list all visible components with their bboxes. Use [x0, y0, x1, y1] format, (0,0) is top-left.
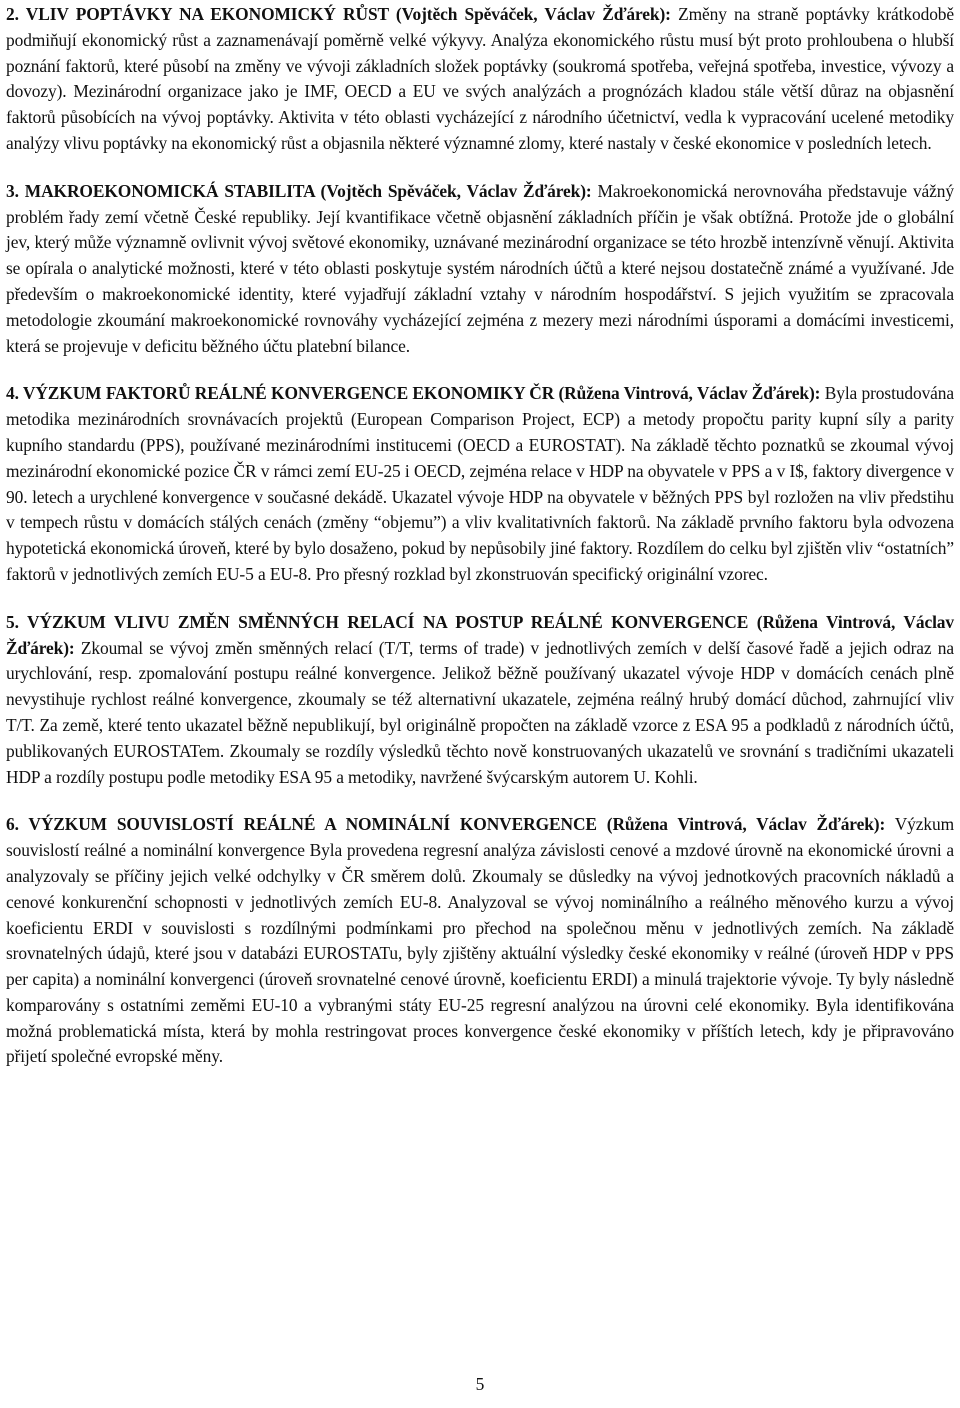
section-3: [6, 179, 954, 360]
section-body: Makroekonomická nerovnováha představuje vážný problém řady zemí včetně České republiky. Její kvantifikace včetně objasnění základních příčin je však obtížná. Protože jde o globální jev, který může významně ovlivnit vývoj světové ekonomiky, uznávané mezinárodní organizace se této hrozbě intenzívně věnují. Aktivita se opírala o analytické možnosti, které v této oblasti poskytuje systém národních účtů a které nejsou dostatečně známé a využívané. Jde především o makroekonomické identity, které vyjadřují základní vztahy v národním hospodářství. S jejich využitím se zpracovala metodologie zkoumání makroekonomické rovnováhy vycházející zejména z mezery mezi národními úsporami a domácími investicemi, která se projevuje v deficitu běžného účtu platební bilance.: [6, 180, 954, 356]
section-2: [6, 2, 954, 157]
section-6: [6, 812, 954, 1070]
section-body: Byla prostudována metodika mezinárodních srovnávacích projektů (European Comparison Project, ECP) a metody propočtu parity kupní síly a parity kupního standardu (PPS), používané mezinárodními institucemi (OECD a EUROSTAT). Na základě těchto poznatků se zkoumal vývoj mezinárodní ekonomické pozice ČR v rámci zemí EU-25 i OECD, zejména relace v HDP na obyvatele v PPS a v I$, faktory divergence v 90. letech a urychlené konvergence v současné dekádě. Ukazatel vývoje HDP na obyvatele v běžných PPS byl rozložen na vliv předstihu v tempech růstu v domácích stálých cenách (změny “objemu”) a vliv kvalitativních faktorů. Na základě prvního faktoru byla odvozena hypotetická ekonomická úroveň, které by bylo dosaženo, pokud by nepůsobily jiné faktory. Rozdílem do celku byl zjištěn vliv “ostatních” faktorů v jednotlivých zemích EU-5 a EU-8. Pro přesný rozklad byl zkonstruován specifický originální vzorec.: [6, 383, 955, 584]
section-heading: 5. VÝZKUM VLIVU ZMĚN SMĚNNÝCH RELACÍ NA POSTUP REÁLNÉ KONVERGENCE (Růžena Vintrová, Václav Žďárek):: [6, 611, 954, 658]
section-heading: 3. MAKROEKONOMICKÁ STABILITA (Vojtěch Spěváček, Václav Žďárek):: [6, 180, 592, 201]
page-number: 5: [475, 1374, 485, 1394]
section-heading: 6. VÝZKUM SOUVISLOSTÍ REÁLNÉ A NOMINÁLNÍ KONVERGENCE (Růžena Vintrová, Václav Žďárek):: [6, 814, 886, 835]
section-5: [6, 610, 954, 791]
section-body: Změny na straně poptávky krátkodobě podmiňují ekonomický růst a zaznamenávají poměrně velké výkyvy. Analýza ekonomického růstu musí být proto prohloubena o hlubší poznání faktorů, které působí na změny ve vývoji základních složek poptávky (soukromá spotřeba, veřejná spotřeba, investice, vývozy a dovozy). Mezinárodní organizace jako je IMF, OECD a EU ve svých analýzách a prognózách kladou stále větší důraz na objasnění faktorů působících na vývoj poptávky. Aktivita v této oblasti vycházející z národního účetnictví, vedla k vypracování ucelené metodiky analýzy vlivu poptávky na ekonomický růst a objasnila některé významné zlomy, které nastaly v české ekonomice v posledních letech.: [6, 4, 954, 153]
section-4: [6, 381, 954, 587]
document-page: [6, 2, 954, 1092]
section-body: Výzkum souvislostí reálné a nominální konvergence Byla provedena regresní analýza závislosti cenové a mzdové úrovně na ekonomické úrovni a analyzovaly se příčiny jejich velké odchylky v ČR směrem dolů. Zkoumaly se důsledky na vývoj jednotkových pracovních nákladů a cenové konkurenční schopnosti v jednotlivých zemích EU-8. Analyzoval se vývoj nominálního a reálného měnového kurzu a vývoj koeficientu ERDI v souvislosti s rozdílnými podmínkami pro přechod na společnou měnu v jednotlivých zemích. Na základě srovnatelných údajů, které jsou v databázi EUROSTATu, byly zjištěny aktuální výsledky české ekonomiky v reálné (úroveň HDP v PPS per capita) a nominální konvergenci (úroveň srovnatelné cenové úrovně, koeficientu ERDI) a minulá trajektorie vývoje. Ty byly následně komparovány s ostatními zeměmi EU-10 a vybranými státy EU-25 regresní analýzou na úrovni celé ekonomiky. Byla identifikována možná problematická místa, která by mohla restringovat proces konvergence české ekonomiky v příštích letech, kdy je připravováno přijetí společné evropské měny.: [6, 814, 954, 1067]
section-body: Zkoumal se vývoj změn směnných relací (T/T, terms of trade) v jednotlivých zemích v delší časové řadě a jejich odraz na urychlování, resp. zpomalování postupu reálné konvergence. Jelikož běžně používaný ukazatel vývoje HDP v domácích cenách plně nevystihuje rychlost reálné konvergence, zkoumaly se též alternativní ukazatele, zejména reálný hrubý domácí důchod, zahrnující vliv T/T. Za země, které tento ukazatel běžně nepublikují, byl originálně propočten na základě vzorce z ESA 95 a podkladů z národních účtů, publikovaných EUROSTATem. Zkoumaly se rozdíly výsledků těchto nově konstruovaných ukazatelů ve srovnání s tradičními ukazateli HDP a rozdíly postupu podle metodiky ESA 95 a metodiky, navržené švýcarským autorem U. Kohli.: [6, 637, 954, 787]
section-heading: 2. VLIV POPTÁVKY NA EKONOMICKÝ RŮST (Vojtěch Spěváček, Václav Žďárek):: [6, 4, 671, 24]
section-heading: 4. VÝZKUM FAKTORŮ REÁLNÉ KONVERGENCE EKONOMIKY ČR (Růžena Vintrová, Václav Žďárek):: [6, 383, 821, 404]
